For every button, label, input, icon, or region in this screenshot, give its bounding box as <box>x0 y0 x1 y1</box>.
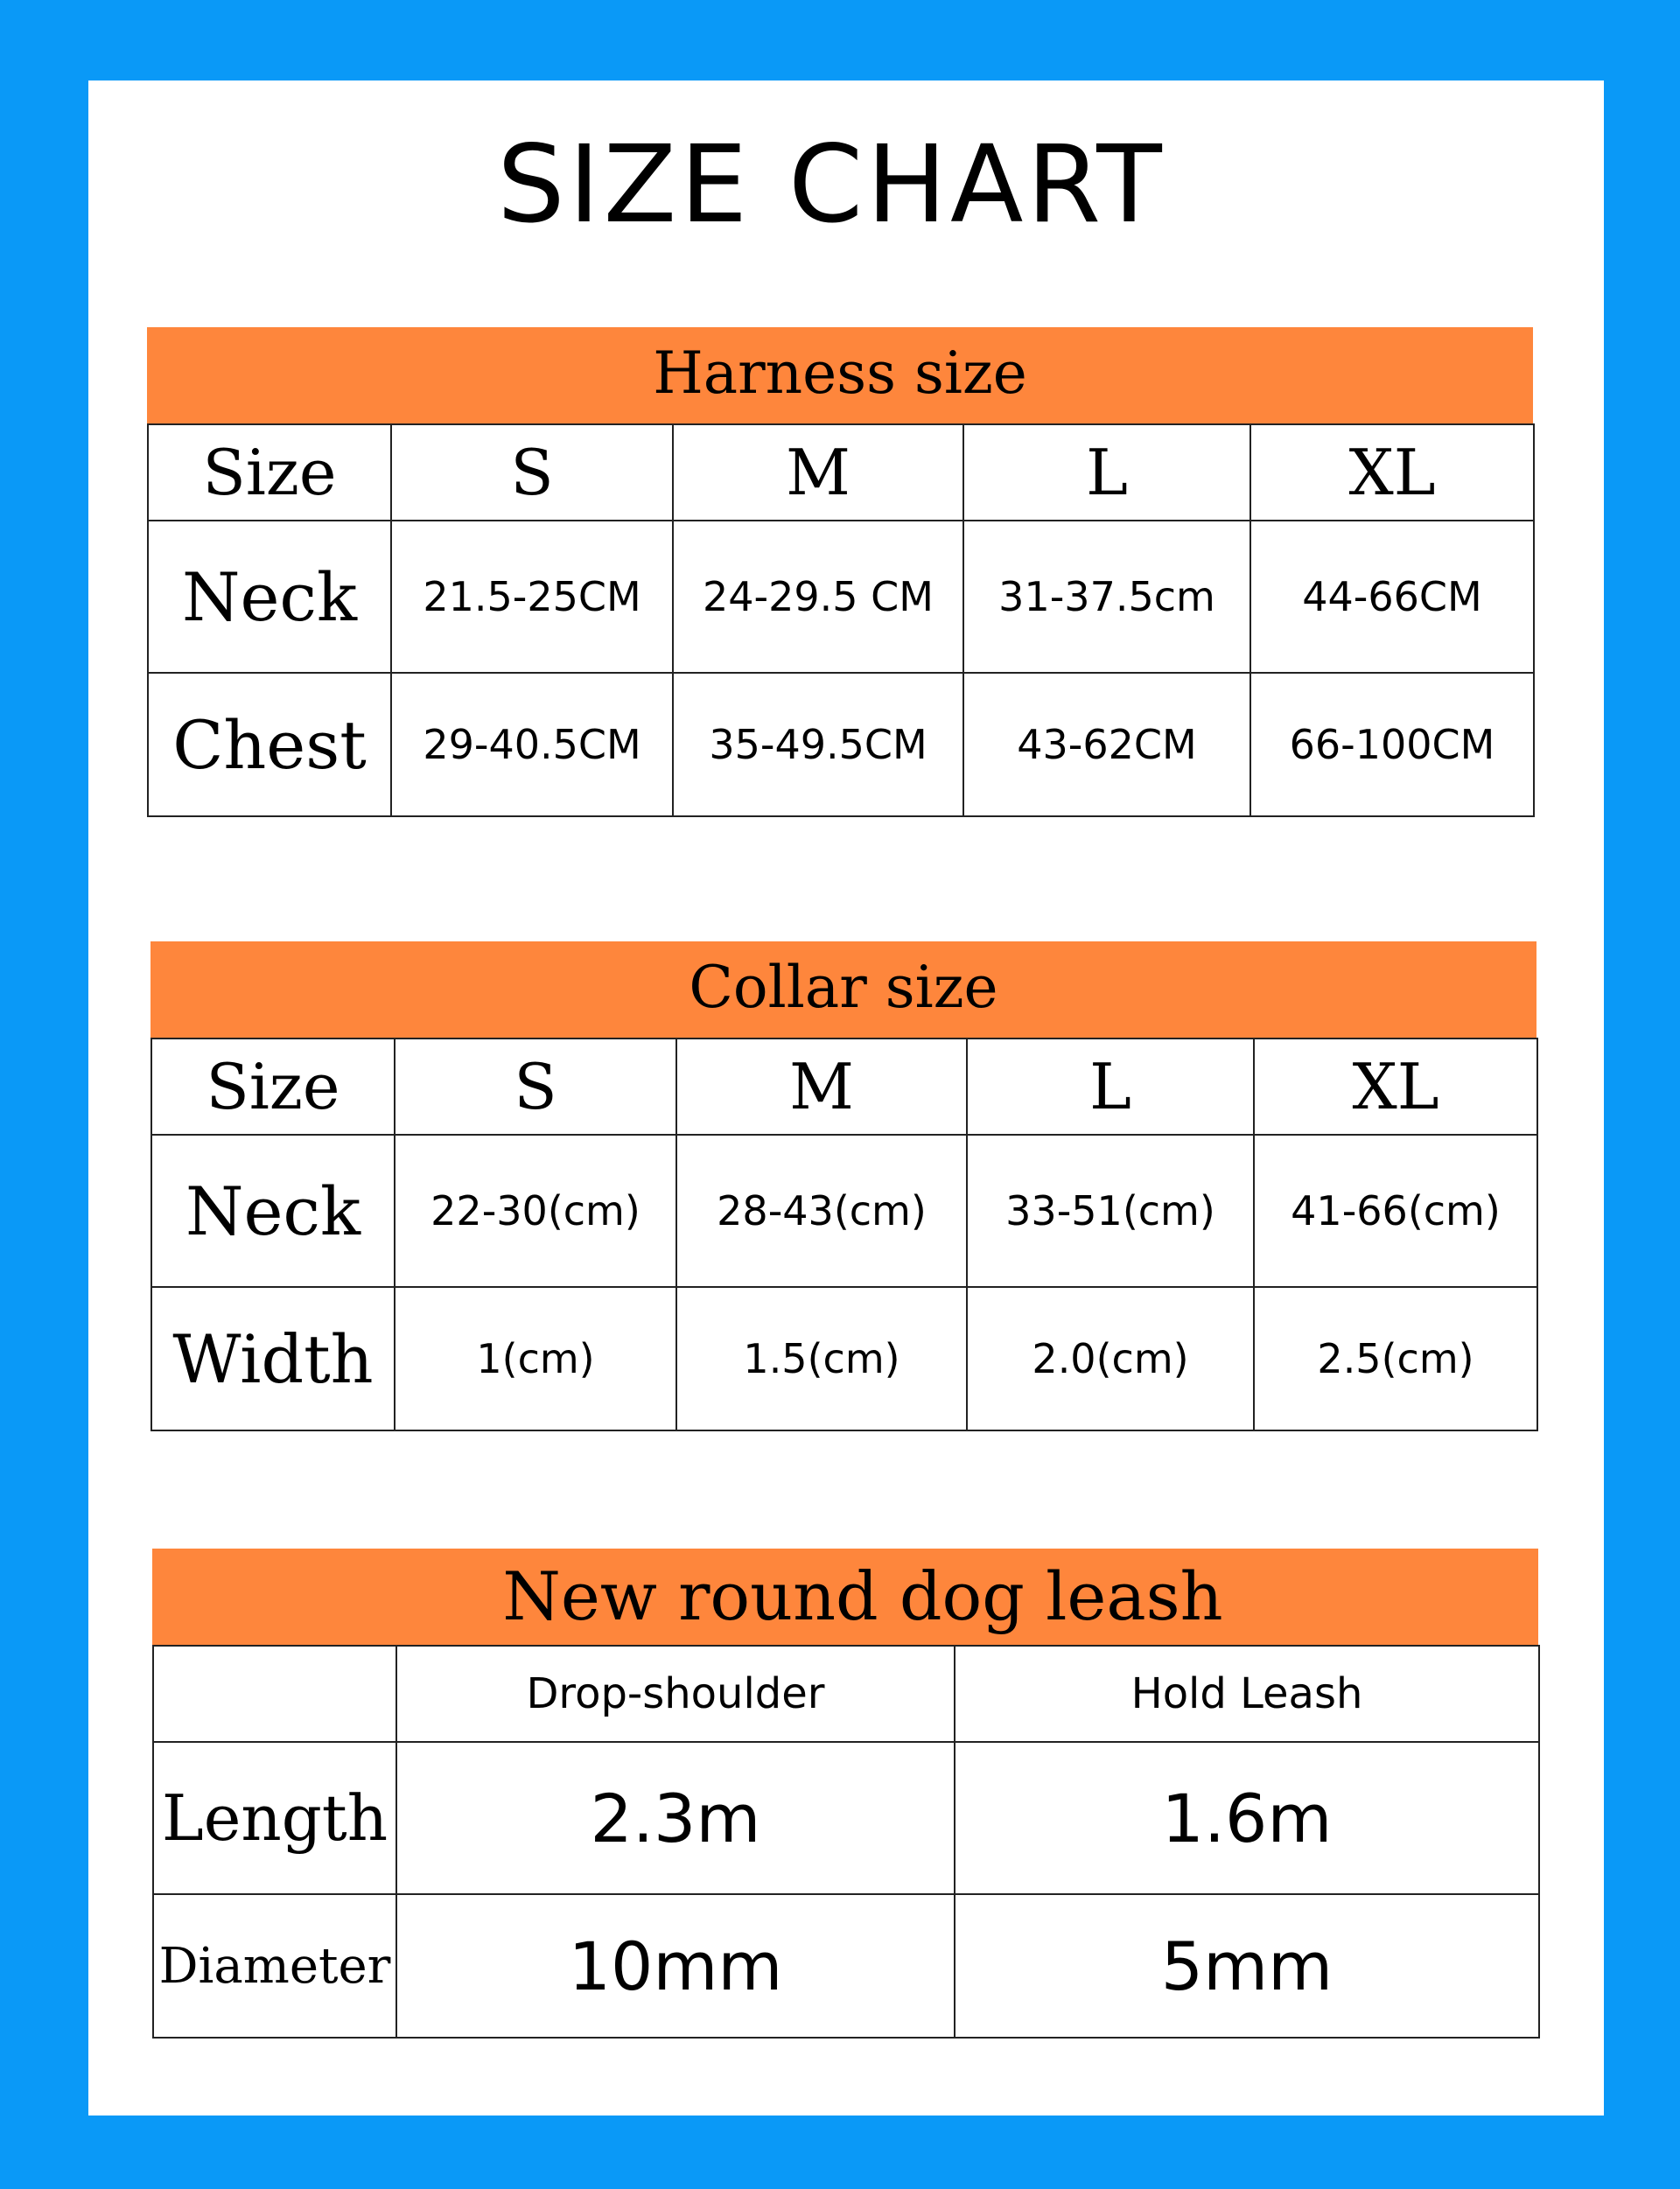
table-row <box>151 1287 1537 1430</box>
collar-header <box>150 941 1536 1038</box>
table-cell: 35-49.5CM <box>673 673 963 816</box>
table-cell: 1.5(cm) <box>676 1287 967 1430</box>
collar-table <box>150 1038 1538 1431</box>
row-label: Width <box>151 1287 395 1430</box>
harness-section <box>147 327 1533 815</box>
column-header: L <box>963 424 1250 521</box>
row-label: Length <box>153 1742 396 1894</box>
row-label: Neck <box>148 521 391 673</box>
table-cell: 41-66(cm) <box>1254 1135 1537 1287</box>
leash-header-label: New round dog leash <box>502 1557 1223 1635</box>
table-cell: 66-100CM <box>1250 673 1534 816</box>
leash-section <box>152 1549 1538 2040</box>
table-cell: 10mm <box>396 1894 955 2038</box>
row-label: Neck <box>151 1135 395 1287</box>
column-header <box>153 1646 396 1742</box>
table-cell: 31-37.5cm <box>963 521 1250 673</box>
table-cell: 22-30(cm) <box>395 1135 676 1287</box>
table-cell: 24-29.5 CM <box>673 521 963 673</box>
table-cell: 1(cm) <box>395 1287 676 1430</box>
table-cell: 44-66CM <box>1250 521 1534 673</box>
leash-header-row <box>153 1646 1539 1742</box>
column-header: XL <box>1250 424 1534 521</box>
table-row <box>148 673 1534 816</box>
collar-header-row <box>151 1039 1537 1135</box>
table-cell: 43-62CM <box>963 673 1250 816</box>
table-cell: 5mm <box>955 1894 1539 2038</box>
table-cell: 2.0(cm) <box>967 1287 1254 1430</box>
collar-section <box>150 941 1536 1430</box>
row-label: Chest <box>148 673 391 816</box>
leash-header <box>152 1549 1538 1645</box>
column-header: S <box>395 1039 676 1135</box>
page-title: SIZE CHART <box>497 122 1166 247</box>
table-cell: 28-43(cm) <box>676 1135 967 1287</box>
column-header: Size <box>151 1039 395 1135</box>
leash-table <box>152 1645 1540 2039</box>
table-cell: 2.3m <box>396 1742 955 1894</box>
column-header: Hold Leash <box>955 1646 1539 1742</box>
column-header: Drop-shoulder <box>396 1646 955 1742</box>
table-row <box>153 1742 1539 1894</box>
harness-table <box>147 423 1535 817</box>
column-header: M <box>676 1039 967 1135</box>
table-row <box>151 1135 1537 1287</box>
column-header: M <box>673 424 963 521</box>
column-header: L <box>967 1039 1254 1135</box>
harness-header <box>147 327 1533 423</box>
harness-header-row <box>148 424 1534 521</box>
collar-header-label: Collar size <box>689 954 998 1021</box>
table-cell: 21.5-25CM <box>391 521 673 673</box>
column-header: XL <box>1254 1039 1537 1135</box>
column-header: S <box>391 424 673 521</box>
table-cell: 1.6m <box>955 1742 1539 1894</box>
table-cell: 2.5(cm) <box>1254 1287 1537 1430</box>
table-row <box>148 521 1534 673</box>
column-header: Size <box>148 424 391 521</box>
table-cell: 29-40.5CM <box>391 673 673 816</box>
table-cell: 33-51(cm) <box>967 1135 1254 1287</box>
harness-header-label: Harness size <box>653 339 1027 407</box>
table-row <box>153 1894 1539 2038</box>
row-label: Diameter <box>153 1894 396 2038</box>
